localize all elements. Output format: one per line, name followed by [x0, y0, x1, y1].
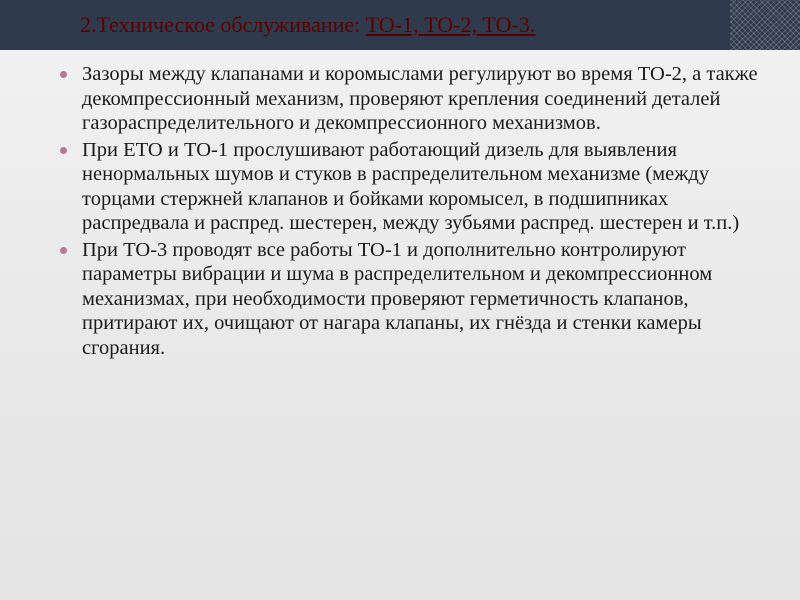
list-item [56, 238, 766, 361]
list-item-text: При ТО-3 проводят все работы ТО-1 и дополнительно контролируют параметры вибрации и шума в распределительном и декомпрессионном механизмах, при необходимости проверяют герметичность клапанов, притирают их, очищают от нагара клапаны, их гнёзда и стенки камеры сгорания. [82, 238, 713, 359]
list-item [56, 138, 766, 236]
bullet-list [56, 62, 766, 362]
bullet-icon [60, 147, 67, 154]
list-item [56, 62, 766, 136]
decorative-pattern [730, 0, 800, 50]
bullet-icon [60, 247, 67, 254]
slide-title [80, 12, 535, 38]
list-item-text: При ЕТО и ТО-1 прослушивают работающий дизель для выявления ненормальных шумов и стуков в распределительном механизме (между торцами стержней клапанов и бойками коромысел, в подшипниках распредвала и распред. шестерен, между зубьями распред. шестерен и т.п.) [82, 138, 740, 234]
list-item-text: Зазоры между клапанами и коромыслами регулируют во время ТО-2, а также декомпрессионный механизм, проверяют крепления соединений деталей газораспределительного и декомпрессионного механизмов. [82, 63, 758, 134]
title-prefix: 2.Техническое обслуживание: [80, 12, 366, 37]
title-highlight: ТО-1, ТО-2, ТО-3. [365, 12, 536, 37]
bullet-icon [60, 71, 67, 78]
